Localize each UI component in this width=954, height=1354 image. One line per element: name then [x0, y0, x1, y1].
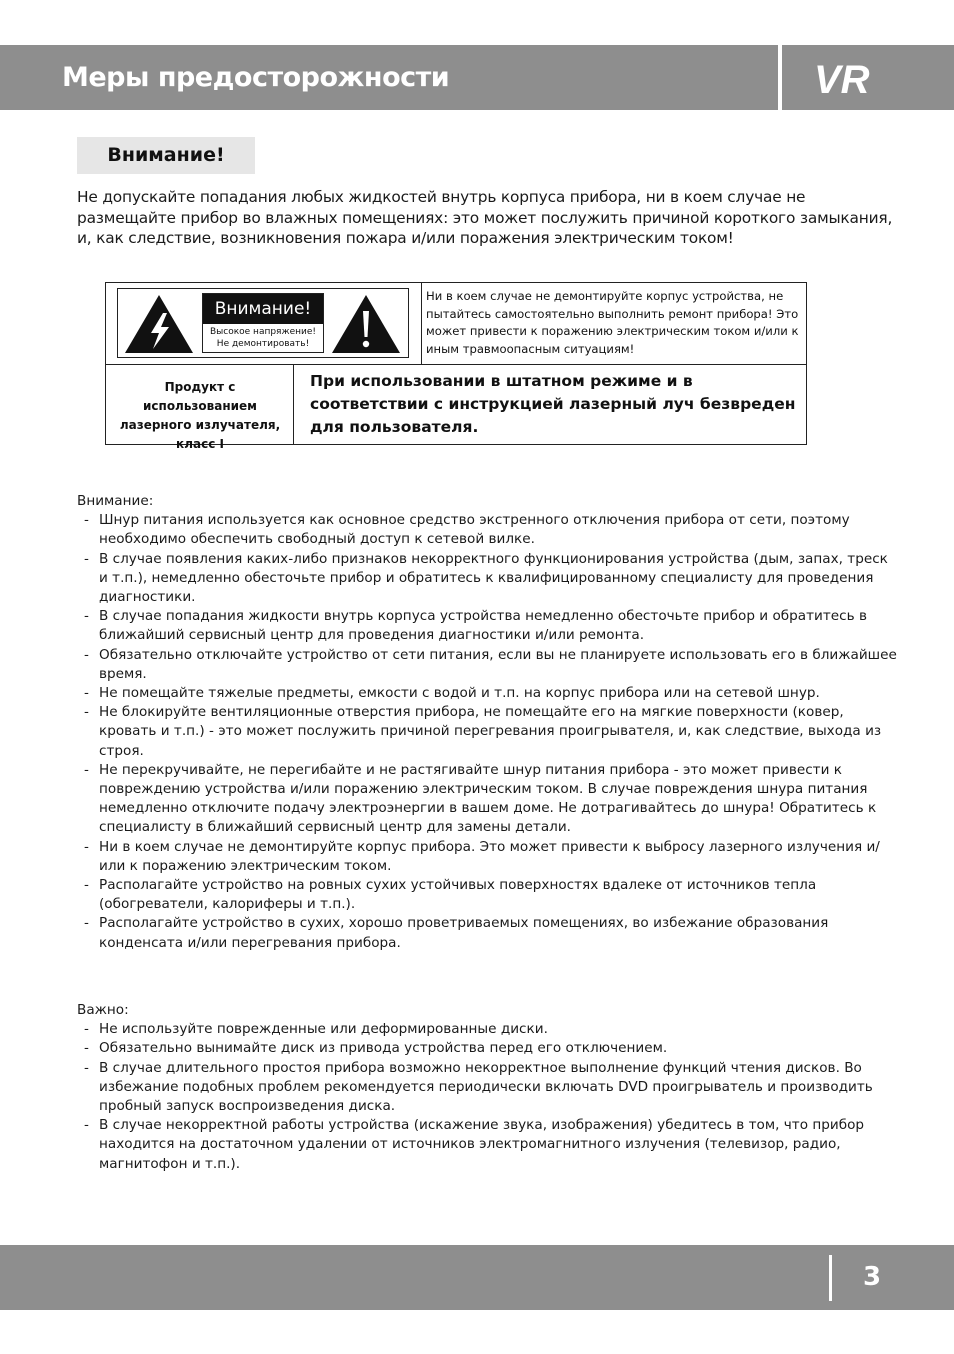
header-band [0, 45, 954, 110]
list-item: - В случае появления каких-либо признаков некорректного функционирования устройства (дым, запах, треск и т.п.), немедленно обесточьте прибор и обратитесь к квалифицированному специалисту для проведения диагностики. [84, 550, 888, 606]
footer-divider [829, 1255, 832, 1301]
list-item: - Шнур питания используется как основное средство экстренного отключения прибора от сети, поэтому необходимо обеспечить свободный доступ к сетевой вилке. [84, 512, 850, 548]
laser-product-label: Продукт с использованием лазерного излучателя, класс I [119, 380, 281, 451]
attention-section [77, 492, 897, 953]
sign-label-block [202, 293, 324, 353]
vr-logo [812, 57, 892, 99]
list-item: - Располагайте устройство в сухих, хорошо проветриваемых помещениях, во избежание образования конденсата и/или перегревания прибора. [84, 915, 829, 951]
disassembly-warning-text: Ни в коем случае не демонтируйте корпус устройства, не пытайтесь самостоятельно выполнить ремонт прибора! Это может привести к поражению электрическим током и/или к иным травмоопасным ситуациям! [426, 289, 799, 356]
header-divider [778, 45, 782, 110]
list-item: - В случае длительного простоя прибора возможно некорректное выполнение функций чтения дисков. Во избежание подобных проблем рекомендуется периодически включать DVD проигрыватель и производить пробный запуск воспроизведения диска. [84, 1059, 873, 1115]
table-divider-bottom [293, 364, 294, 444]
table-divider-horizontal [106, 364, 806, 365]
list-item: - Не блокируйте вентиляционные отверстия прибора, не помещайте его на мягкие поверхности (ковер, кровать и т.п.) - это может послужить причиной перегревания проигрывателя, и, как следствие, выхода из строя. [84, 704, 882, 759]
warning-table [105, 282, 807, 451]
list-item: - Не используйте поврежденные или деформированные диски. [84, 1021, 548, 1038]
sign-caption [203, 326, 323, 350]
important-title: Важно: [77, 1002, 129, 1018]
intro-paragraph: Не допускайте попадания любых жидкостей внутрь корпуса прибора, ни в коем случае не размещайте прибор во влажных помещениях: это может послужить причиной короткого замыкания, и, как следствие, возникновения пожара и/или поражения электрическим током! [77, 188, 893, 247]
list-item: - В случае попадания жидкости внутрь корпуса устройства немедленно обесточьте прибор и обратитесь в ближайший сервисный центр для проведения диагностики и/или ремонта. [84, 608, 867, 644]
sign-title: Внимание! [203, 294, 323, 324]
page-number: 3 [862, 1262, 882, 1292]
high-voltage-icon [123, 293, 195, 355]
list-item: - Располагайте устройство на ровных сухих устойчивых поверхностях вдалеке от источников тепла (обогреватели, калориферы и т.п.). [84, 877, 817, 913]
table-divider-top [421, 283, 422, 364]
page-title: Меры предосторожности [62, 62, 450, 93]
sign-line-2: Не демонтировать! [216, 339, 310, 349]
warning-sign [117, 288, 409, 358]
logo-text: VR [814, 58, 870, 99]
list-item: - Не перекручивайте, не перегибайте и не растягивайте шнур питания прибора - это может привести к повреждению устройства и/или поражению электрическим током. В случае повреждения шнура питания немедленно отключите подачу электроэнергии в вашем доме. Не дотрагивайтесь до шнура! Обратитесь к специалисту в ближайший сервисный центр для замены детали. [84, 761, 877, 836]
list-item: - Обязательно отключайте устройство от сети питания, если вы не планируете использовать его в ближайшее время. [84, 646, 897, 682]
sign-line-1: Высокое напряжение! [209, 327, 316, 337]
important-section [77, 1001, 897, 1174]
list-item: - Ни в коем случае не демонтируйте корпус прибора. Это может привести к выбросу лазерного излучения и/или к поражению электрическим током. [84, 838, 880, 874]
list-item: - Не помещайте тяжелые предметы, емкости с водой и т.п. на корпус прибора или на сетевой шнур. [84, 685, 820, 702]
list-item: - Обязательно вынимайте диск из привода устройства перед его отключением. [84, 1040, 668, 1057]
footer-band [0, 1245, 954, 1310]
warning-heading-box [77, 137, 255, 174]
exclamation-warning-icon [330, 293, 402, 355]
attention-title: Внимание: [77, 493, 154, 509]
list-item: - В случае некорректной работы устройства (искажение звука, изображения) убедитесь в том, что прибор находится на достаточном удалении от источников электромагнитного излучения (телевизор, радио, магнитофон и т.п.). [84, 1117, 865, 1172]
warning-heading: Внимание! [107, 144, 225, 166]
laser-safety-text: При использовании в штатном режиме и в соответствии с инструкцией лазерный луч безвреден для пользователя. [310, 372, 796, 436]
